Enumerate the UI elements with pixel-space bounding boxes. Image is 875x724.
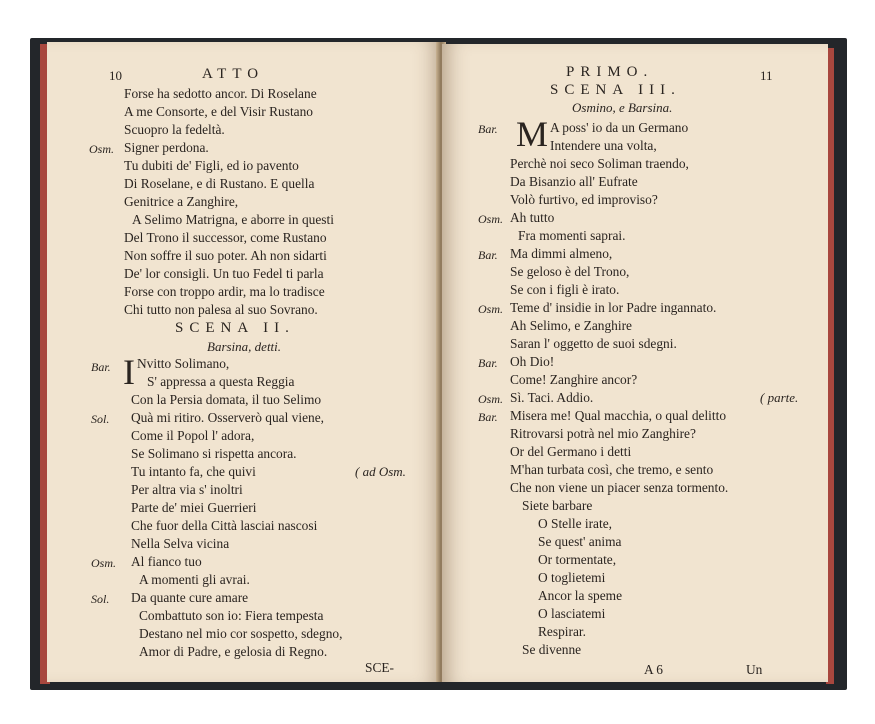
verse-line: A me Consorte, e del Visir Rustano <box>124 104 314 119</box>
speaker-label: Osm. <box>478 212 504 226</box>
verse-line: Da quante cure amare <box>131 590 249 605</box>
verse-line: Scuopro la fedeltà. <box>124 122 225 137</box>
verse-line: Genitrice a Zanghire, <box>124 194 239 209</box>
verse-line: Ah Selimo, e Zanghire <box>510 318 632 333</box>
verse-line: Se divenne <box>522 642 582 657</box>
verse-line: A Selimo Matrigna, e aborre in questi <box>132 212 334 227</box>
verse-line: Sì. Taci. Addio. <box>510 390 594 405</box>
verse-line: Intendere una volta, <box>550 138 657 153</box>
verse-line: A poss' io da un Germano <box>550 120 689 135</box>
verse-line: Tu dubiti de' Figli, ed io pavento <box>124 158 299 173</box>
verse-line: Or tormentate, <box>538 552 617 567</box>
verse-line: Signer perdona. <box>124 140 209 155</box>
verse-line: Che non viene un piacer senza tormento. <box>510 480 729 495</box>
verse-line: Del Trono il successor, come Rustano <box>124 230 327 245</box>
verse-line: Fra momenti saprai. <box>518 228 626 243</box>
speaker-label: Sol. <box>91 412 110 426</box>
verse-line: Se con i figli è irato. <box>510 282 620 297</box>
verse-line: Al fianco tuo <box>131 554 202 569</box>
verse-line: Se geloso è del Trono, <box>510 264 630 279</box>
speaker-label: Osm. <box>478 392 504 406</box>
verse-line: Amor di Padre, e gelosia di Regno. <box>139 644 328 659</box>
verse-line: S' appressa a questa Reggia <box>147 374 295 389</box>
verse-line: Se Solimano si rispetta ancora. <box>131 446 297 461</box>
drop-capital: M <box>516 114 549 154</box>
verse-line: M'han turbata così, che tremo, e sento <box>510 462 714 477</box>
speaker-label: Osm. <box>478 302 504 316</box>
running-header-right: PRIMO. <box>566 64 654 80</box>
verse-line: Parte de' miei Guerrieri <box>131 500 257 515</box>
page-number-right: 11 <box>760 68 773 83</box>
verse-line: Chi tutto non palesa al suo Sovrano. <box>124 302 318 317</box>
verse-line: O Stelle irate, <box>538 516 612 531</box>
verse-line: Respirar. <box>538 624 586 639</box>
verse-line: Come il Popol l' adora, <box>131 428 255 443</box>
verse-line: De' lor consigli. Un tuo Fedel ti parla <box>124 266 324 281</box>
verse-line: Ritrovarsi potrà nel mio Zanghire? <box>510 426 696 441</box>
scene-cast: Barsina, detti. <box>207 339 282 354</box>
verse-line: Se quest' anima <box>538 534 622 549</box>
verse-line: Volò furtivo, ed improviso? <box>510 192 658 207</box>
speaker-label: Bar. <box>91 360 111 374</box>
verse-line: Siete barbare <box>522 498 593 513</box>
speaker-label: Bar. <box>478 410 498 424</box>
speaker-label: Bar. <box>478 248 498 262</box>
verse-line: Perchè noi seco Soliman traendo, <box>510 156 689 171</box>
right-page <box>442 44 828 682</box>
verse-line: Nvitto Solimano, <box>137 356 230 371</box>
verse-line: O lasciatemi <box>538 606 606 621</box>
catchword: SCE- <box>365 660 395 675</box>
verse-line: Forse ha sedotto ancor. Di Roselane <box>124 86 317 101</box>
verse-line: Quà mi ritiro. Osserverò qual viene, <box>131 410 324 425</box>
verse-line: Come! Zanghire ancor? <box>510 372 638 387</box>
drop-capital: I <box>123 352 135 392</box>
verse-line: Nella Selva vicina <box>131 536 230 551</box>
verse-line: Da Bisanzio all' Eufrate <box>510 174 638 189</box>
catchword: Un <box>746 662 763 677</box>
verse-line: Or del Germano i detti <box>510 444 632 459</box>
verse-line: Che fuor della Città lasciai nascosi <box>131 518 318 533</box>
verse-line: Per altra via s' inoltri <box>131 482 243 497</box>
stage-direction: ( ad Osm. <box>355 464 406 479</box>
left-page <box>47 42 440 682</box>
page-number-left: 10 <box>109 68 122 83</box>
verse-line: O toglietemi <box>538 570 606 585</box>
running-header-left: ATTO <box>202 66 265 82</box>
verse-line: Con la Persia domata, il tuo Selimo <box>131 392 322 407</box>
speaker-label: Osm. <box>91 556 117 570</box>
verse-line: Di Roselane, e di Rustano. E quella <box>124 176 315 191</box>
verse-line: Non soffre il suo poter. Ah non sidarti <box>124 248 327 263</box>
verse-line: Ancor la speme <box>538 588 623 603</box>
verse-line: Teme d' insidie in lor Padre ingannato. <box>510 300 717 315</box>
scene-title: SCENA II. <box>175 320 295 336</box>
verse-line: Saran l' oggetto de suoi sdegni. <box>510 336 677 351</box>
verse-line: A momenti gli avrai. <box>139 572 250 587</box>
verse-line: Misera me! Qual macchia, o qual delitto <box>510 408 727 423</box>
verse-line: Forse con troppo ardir, ma lo tradisce <box>124 284 325 299</box>
stage-direction: ( parte. <box>760 390 799 405</box>
signature-mark: A 6 <box>644 662 663 677</box>
verse-line: Combattuto son io: Fiera tempesta <box>139 608 324 623</box>
verse-line: Destano nel mio cor sospetto, sdegno, <box>139 626 343 641</box>
scene-cast: Osmino, e Barsina. <box>572 100 673 115</box>
verse-line: Oh Dio! <box>510 354 555 369</box>
verse-line: Ma dimmi almeno, <box>510 246 613 261</box>
speaker-label: Bar. <box>478 122 498 136</box>
speaker-label: Osm. <box>89 142 115 156</box>
speaker-label: Sol. <box>91 592 110 606</box>
scene-title: SCENA III. <box>550 82 681 98</box>
verse-line: Tu intanto fa, che quivi <box>131 464 256 479</box>
verse-line: Ah tutto <box>510 210 555 225</box>
speaker-label: Bar. <box>478 356 498 370</box>
